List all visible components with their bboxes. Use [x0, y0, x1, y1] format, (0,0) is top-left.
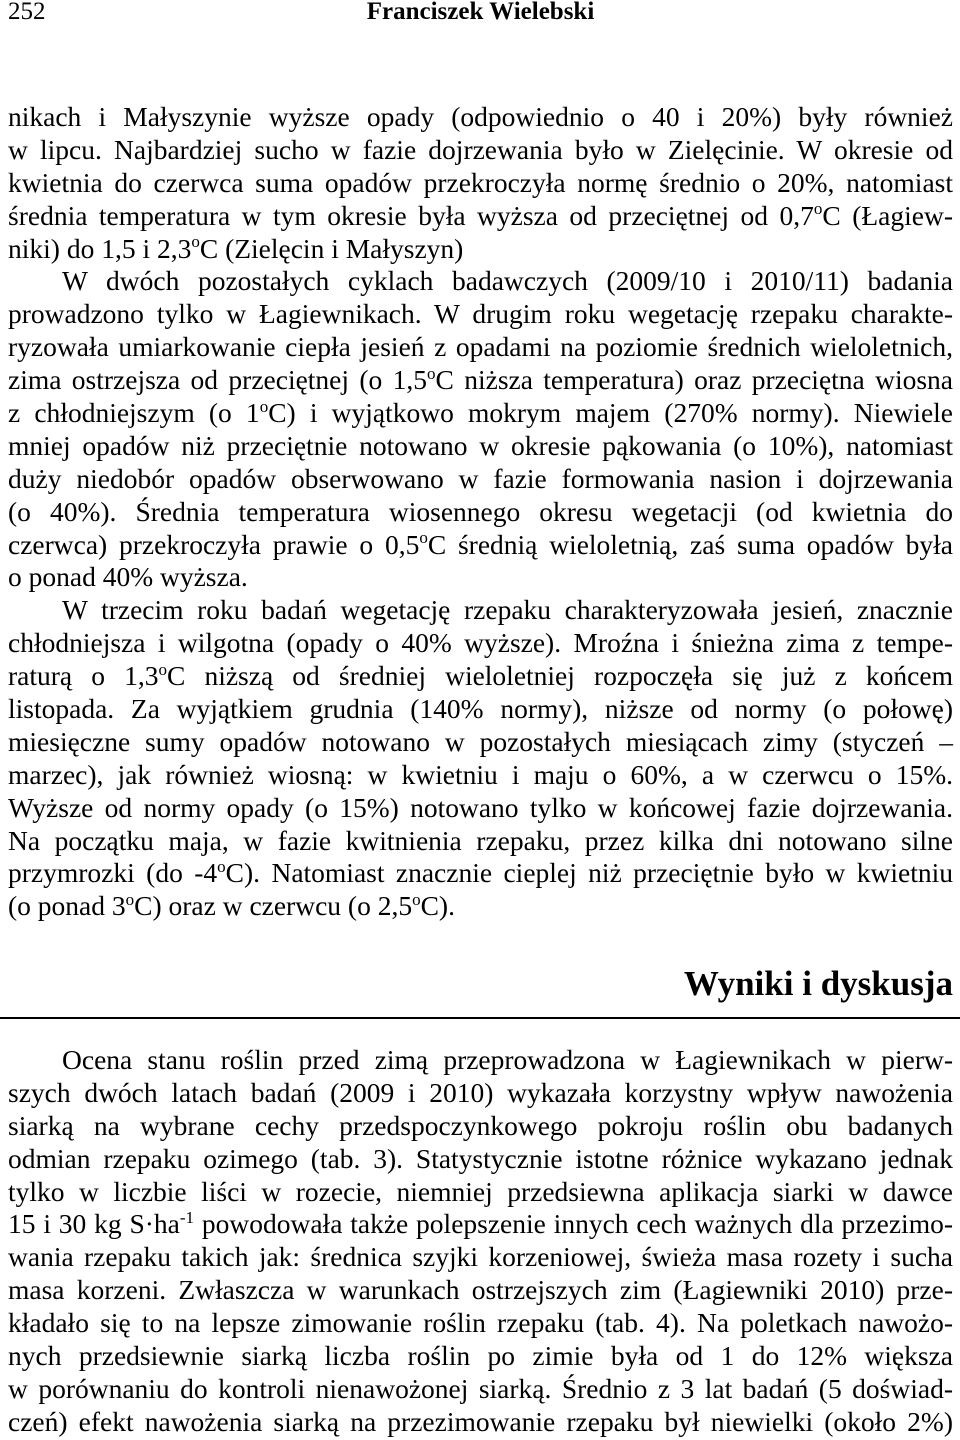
text-line	[8, 693, 953, 726]
superscript: o	[427, 363, 436, 383]
text-line	[8, 496, 953, 529]
text-run: w porównaniu do kontroli nienawożonej siarką. Średnio z 3 lat badań (5 doświad-	[8, 1372, 953, 1404]
text-run: W trzecim roku badań wegetację rzepaku charakteryzowała jesień, znacznie	[62, 594, 953, 626]
text-line	[8, 726, 953, 759]
text-run: C (Łagiew-	[822, 199, 953, 231]
text-line	[8, 1143, 953, 1176]
text-line	[8, 167, 953, 200]
text-run: Wyższe od normy opady (o 15%) notowano tylko w końcowej fazie dojrzewania.	[8, 791, 953, 823]
text-line	[8, 1274, 953, 1307]
text-line	[8, 1307, 953, 1340]
paragraph	[8, 265, 953, 594]
text-line	[8, 660, 953, 693]
text-run: tylko w liczbie liści w rozecie, niemniej przedsiewna aplikacja siarki w dawce	[8, 1175, 953, 1207]
text-line	[8, 200, 953, 233]
superscript: o	[158, 659, 167, 679]
paragraph	[8, 1044, 953, 1439]
text-line	[8, 1176, 953, 1209]
text-run: kładało się to na lepsze zimowanie roślin rzepaku (tab. 4). Na poletkach nawożo-	[8, 1307, 953, 1339]
superscript: o	[419, 528, 428, 548]
text-run: (o ponad 3	[8, 890, 126, 922]
text-line	[8, 364, 953, 397]
text-run: C niższa temperatura) oraz przeciętna wiosna	[435, 364, 954, 396]
text-line	[8, 134, 953, 167]
text-run: prowadzono tylko w Łagiewnikach. W drugim roku wegetację rzepaku charakte-	[8, 298, 953, 330]
text-line	[8, 233, 953, 266]
text-run: średnia temperatura w tym okresie była wyższa od przeciętnej od 0,7	[8, 199, 814, 231]
body-text	[8, 101, 953, 923]
text-run: szych dwóch latach badań (2009 i 2010) wykazała korzystny wpływ nawożenia	[8, 1076, 953, 1108]
text-run: masa korzeni. Zwłaszcza w warunkach ostrzejszych zim (Łagiewniki 2010) prze-	[8, 1274, 953, 1306]
superscript: o	[217, 857, 226, 877]
text-run: czeń) efekt nawożenia siarką na przezimowanie rzepaku był niewielki (około 2%)	[8, 1405, 953, 1437]
heading-rule	[0, 1017, 960, 1019]
text-run: C).	[420, 890, 455, 922]
text-run: powodowała także polepszenie innych cech ważnych dla przezimo-	[194, 1208, 953, 1240]
text-run: nikach i Małyszynie wyższe opady (odpowiednio o 40 i 20%) były również	[8, 101, 953, 132]
text-line	[8, 825, 953, 858]
text-run: duży niedobór opadów obserwowano w fazie formowania nasion i dojrzewania	[8, 462, 953, 494]
text-line	[8, 594, 953, 627]
section-text	[8, 1044, 953, 1439]
text-run: C niższą od średniej wieloletniej rozpoczęła się już z końcem	[167, 660, 953, 692]
text-run: z chłodniejszym (o 1	[8, 397, 260, 429]
page-number: 252	[8, 0, 46, 25]
text-run: nych przedsiewnie siarką liczba roślin po zimie była od 1 do 12% większa	[8, 1340, 953, 1372]
text-run: marzec), jak również wiosną: w kwietniu i maju o 60%, a w czerwcu o 15%.	[8, 758, 953, 790]
text-line	[8, 627, 953, 660]
text-run: chłodniejsza i wilgotna (opady o 40% wyższe). Mroźna i śnieżna zima z tempe-	[8, 627, 953, 659]
paragraph	[8, 594, 953, 923]
text-line	[8, 430, 953, 463]
text-run: C) i wyjątkowo mokrym majem (270% normy). Niewiele	[268, 397, 953, 429]
text-run: C (Zielęcin i Małyszyn)	[199, 232, 464, 264]
text-run: kwietnia do czerwca suma opadów przekroczyła normę średnio o 20%, natomiast	[8, 166, 953, 198]
superscript: o	[191, 232, 200, 252]
text-run: (o 40%). Średnia temperatura wiosennego okresu wegetacji (od kwietnia do	[8, 495, 953, 527]
superscript: o	[125, 890, 135, 910]
text-line	[8, 759, 953, 792]
text-line	[8, 561, 953, 594]
text-run: w lipcu. Najbardziej sucho w fazie dojrzewania było w Zielęcinie. W okresie od	[8, 133, 953, 165]
running-header	[8, 1, 953, 23]
text-line	[8, 1044, 953, 1077]
text-run: odmian rzepaku ozimego (tab. 3). Statystycznie istotne różnice wykazano jednak	[8, 1142, 953, 1174]
text-run: Na początku maja, w fazie kwitnienia rzepaku, przez kilka dni notowano silne	[8, 824, 953, 856]
text-run: C średnią wieloletnią, zaś suma opadów była	[427, 528, 953, 560]
superscript: o	[412, 890, 421, 910]
text-run: 15 i 30 kg S·ha	[8, 1208, 180, 1240]
text-line	[8, 1340, 953, 1373]
text-run: przymrozki (do -4	[8, 857, 218, 889]
text-run: mniej opadów niż przeciętnie notowano w okresie pąkowania (o 10%), natomiast	[8, 429, 953, 461]
text-line	[8, 857, 953, 890]
text-run: siarką na wybrane cechy przedspoczynkowego pokroju roślin obu badanych	[8, 1109, 953, 1141]
text-run: o ponad 40% wyższa.	[8, 561, 248, 593]
superscript: -1	[179, 1208, 195, 1228]
text-line	[8, 792, 953, 825]
text-run: niki) do 1,5 i 2,3	[8, 232, 192, 264]
text-line	[8, 1077, 953, 1110]
text-line	[8, 463, 953, 496]
text-run: C). Natomiast znacznie cieplej niż przeciętnie było w kwietniu	[225, 857, 954, 889]
superscript: o	[259, 396, 269, 416]
text-run: miesięczne sumy opadów notowano w pozostałych miesiącach zimy (styczeń –	[8, 725, 953, 757]
text-run: W dwóch pozostałych cyklach badawczych (2009/10 i 2010/11) badania	[62, 265, 953, 297]
text-line	[8, 1406, 953, 1439]
text-line	[8, 890, 953, 923]
text-line	[8, 265, 953, 298]
section-heading: Wyniki i dyskusja	[683, 964, 953, 1003]
text-run: Ocena stanu roślin przed zimą przeprowadzona w Łagiewnikach w pierw-	[62, 1044, 953, 1075]
text-run: czerwca) przekroczyła prawie o 0,5	[8, 528, 420, 560]
text-line	[8, 331, 953, 364]
text-line	[8, 397, 953, 430]
text-line	[8, 1373, 953, 1406]
text-run: C) oraz w czerwcu (o 2,5	[134, 890, 413, 922]
text-line	[8, 101, 953, 134]
paragraph	[8, 101, 953, 265]
text-run: wania rzepaku takich jak: średnica szyjki korzeniowej, świeża masa rozety i sucha	[8, 1241, 953, 1273]
text-line	[8, 1241, 953, 1274]
text-run: ryzowała umiarkowanie ciepła jesień z opadami na poziomie średnich wieloletnich,	[8, 331, 953, 363]
text-line	[8, 298, 953, 331]
text-run: zima ostrzejsza od przeciętnej (o 1,5	[8, 364, 428, 396]
running-title: Franciszek Wielebski	[366, 0, 595, 25]
text-line	[8, 529, 953, 562]
text-line	[8, 1110, 953, 1143]
text-run: listopada. Za wyjątkiem grudnia (140% normy), niższe od normy (o połowę)	[8, 693, 953, 725]
text-line	[8, 1208, 953, 1241]
superscript: o	[813, 199, 823, 219]
text-run: raturą o 1,3	[8, 660, 159, 692]
